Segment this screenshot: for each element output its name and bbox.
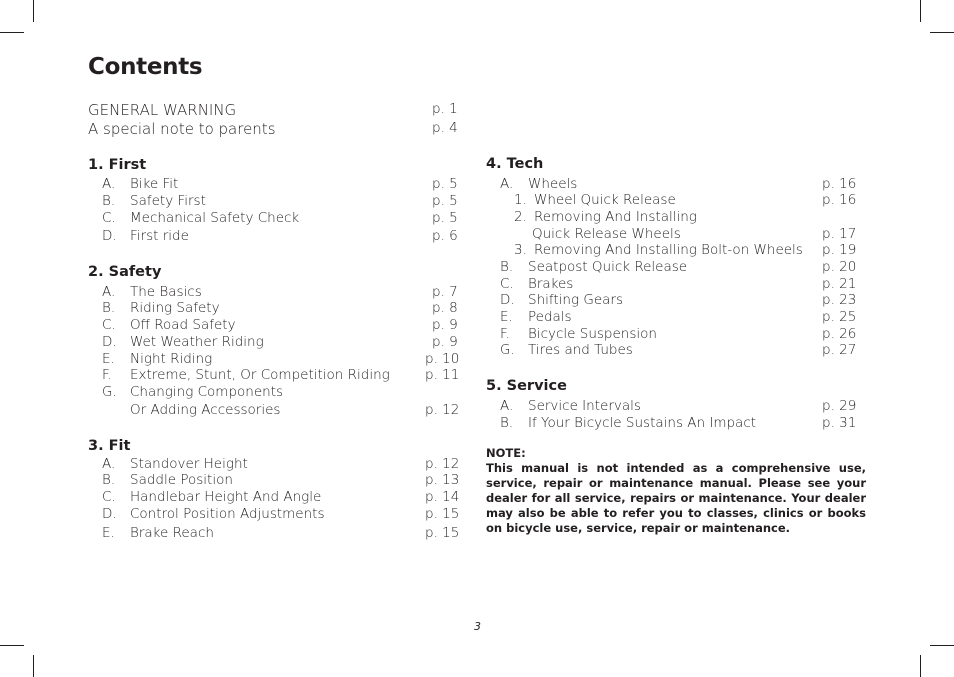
toc-entry[interactable]: Brakes — [528, 276, 574, 292]
item-letter: C. — [500, 276, 514, 292]
page-ref: p. 16 — [822, 176, 857, 192]
item-letter: B. — [500, 259, 514, 275]
item-letter: D. — [500, 292, 515, 308]
item-letter: F. — [500, 326, 510, 342]
crop-mark — [0, 645, 24, 646]
page-ref: p. 26 — [822, 326, 857, 342]
toc-entry-continued[interactable]: Or Adding Accessories — [130, 402, 281, 418]
item-letter: D. — [102, 228, 117, 244]
page-ref: p. 11 — [425, 367, 460, 383]
toc-entry[interactable]: Service Intervals — [528, 398, 641, 414]
page-ref: p. 5 — [432, 176, 458, 192]
crop-mark — [930, 645, 954, 646]
item-letter: G. — [102, 384, 117, 400]
page-ref: p. 4 — [432, 120, 458, 136]
item-letter: B. — [102, 193, 116, 209]
toc-entry[interactable]: Safety First — [130, 193, 206, 209]
page-ref: p. 19 — [822, 242, 857, 258]
page-ref: p. 15 — [425, 506, 460, 522]
page-ref: p. 8 — [432, 300, 458, 316]
crop-mark — [0, 32, 24, 33]
page-ref: p. 12 — [425, 402, 460, 418]
item-letter: C. — [102, 317, 116, 333]
item-letter: C. — [102, 489, 116, 505]
item-letter: B. — [500, 415, 514, 431]
toc-entry[interactable]: Off Road Safety — [130, 317, 236, 333]
page-ref: p. 20 — [822, 259, 857, 275]
page-ref: p. 29 — [822, 398, 857, 414]
toc-sub-entry[interactable]: Wheel Quick Release — [534, 192, 676, 208]
entry-label: GENERAL WARNING — [88, 101, 237, 119]
toc-special-note[interactable] — [88, 120, 276, 138]
toc-entry[interactable]: Saddle Position — [130, 472, 233, 488]
toc-entry[interactable]: The Basics — [130, 284, 202, 300]
toc-entry[interactable]: Mechanical Safety Check — [130, 210, 300, 226]
page-ref: p. 10 — [425, 351, 460, 367]
toc-entry[interactable]: Brake Reach — [130, 525, 214, 541]
note-text: This manual is not intended as a comprehensive use, service, repair or maintenance manual. Please see your dealer for all service, repairs or maintenance. Your dealer may also be able to refer you to classes, clinics or books on bicycle use, service, repair or maintenance. — [486, 461, 866, 535]
sub-item-number: 2. — [514, 209, 527, 225]
page-ref: p. 31 — [822, 415, 857, 431]
crop-mark — [33, 655, 34, 677]
page-ref: p. 25 — [822, 309, 857, 325]
page-ref: p. 5 — [432, 210, 458, 226]
page-ref: p. 6 — [432, 228, 458, 244]
toc-entry[interactable]: Shifting Gears — [528, 292, 624, 308]
toc-entry[interactable]: Bike Fit — [130, 176, 179, 192]
toc-entry[interactable]: Bicycle Suspension — [528, 326, 657, 342]
toc-entry[interactable]: Wheels — [528, 176, 578, 192]
toc-entry[interactable]: Night Riding — [130, 351, 213, 367]
page-ref: p. 9 — [432, 334, 458, 350]
page-ref: p. 12 — [425, 456, 460, 472]
item-letter: B. — [102, 300, 116, 316]
page-ref: p. 15 — [425, 525, 460, 541]
note-label: NOTE: — [486, 446, 526, 460]
toc-entry[interactable]: Extreme, Stunt, Or Competition Riding — [130, 367, 390, 383]
toc-entry[interactable]: Handlebar Height And Angle — [130, 489, 322, 505]
section-heading-safety: 2. Safety — [88, 264, 162, 280]
page-title: Contents — [88, 54, 203, 80]
item-letter: C. — [102, 210, 116, 226]
sub-item-number: 1. — [514, 192, 527, 208]
toc-entry[interactable]: Riding Safety — [130, 300, 220, 316]
crop-mark — [920, 655, 921, 677]
toc-entry[interactable]: Tires and Tubes — [528, 342, 633, 358]
section-heading-tech: 4. Tech — [486, 156, 544, 172]
toc-general-warning[interactable] — [88, 101, 236, 119]
page-ref: p. 1 — [432, 101, 458, 117]
toc-sub-entry[interactable]: Removing And Installing Bolt-on Wheels — [534, 242, 803, 258]
toc-entry[interactable]: Control Position Adjustments — [130, 506, 325, 522]
toc-entry[interactable]: If Your Bicycle Sustains An Impact — [528, 415, 757, 431]
item-letter: B. — [102, 472, 116, 488]
item-letter: A. — [102, 284, 116, 300]
page-ref: p. 27 — [822, 342, 857, 358]
crop-mark — [920, 0, 921, 22]
toc-sub-entry-continued[interactable]: Quick Release Wheels — [532, 226, 681, 242]
page-ref: p. 5 — [432, 193, 458, 209]
section-heading-fit: 3. Fit — [88, 438, 131, 454]
item-letter: A. — [500, 176, 514, 192]
toc-entry[interactable]: Wet Weather Riding — [130, 334, 264, 350]
page-ref: p. 23 — [822, 292, 857, 308]
item-letter: E. — [102, 525, 115, 541]
page-ref: p. 17 — [822, 226, 857, 242]
item-letter: E. — [102, 351, 115, 367]
section-heading-first: 1. First — [88, 157, 147, 173]
section-heading-service: 5. Service — [486, 378, 567, 394]
item-letter: A. — [102, 456, 116, 472]
item-letter: A. — [102, 176, 116, 192]
crop-mark — [33, 0, 34, 22]
toc-entry[interactable]: Seatpost Quick Release — [528, 259, 688, 275]
item-letter: A. — [500, 398, 514, 414]
item-letter: G. — [500, 342, 515, 358]
toc-entry[interactable]: Pedals — [528, 309, 572, 325]
toc-entry[interactable]: Changing Components — [130, 384, 284, 400]
item-letter: D. — [102, 334, 117, 350]
toc-entry[interactable]: Standover Height — [130, 456, 248, 472]
item-letter: D. — [102, 506, 117, 522]
page-ref: p. 21 — [822, 276, 857, 292]
entry-label: A special note to parents — [88, 120, 276, 138]
page-ref: p. 7 — [432, 284, 458, 300]
toc-sub-entry[interactable]: Removing And Installing — [534, 209, 697, 225]
page-ref: p. 16 — [822, 192, 857, 208]
page-ref: p. 13 — [425, 472, 460, 488]
page-number: 3 — [474, 620, 481, 633]
item-letter: E. — [500, 309, 513, 325]
item-letter: F. — [102, 367, 112, 383]
sub-item-number: 3. — [514, 242, 527, 258]
toc-entry[interactable]: First ride — [130, 228, 189, 244]
page-ref: p. 9 — [432, 317, 458, 333]
page-ref: p. 14 — [425, 489, 460, 505]
crop-mark — [930, 32, 954, 33]
